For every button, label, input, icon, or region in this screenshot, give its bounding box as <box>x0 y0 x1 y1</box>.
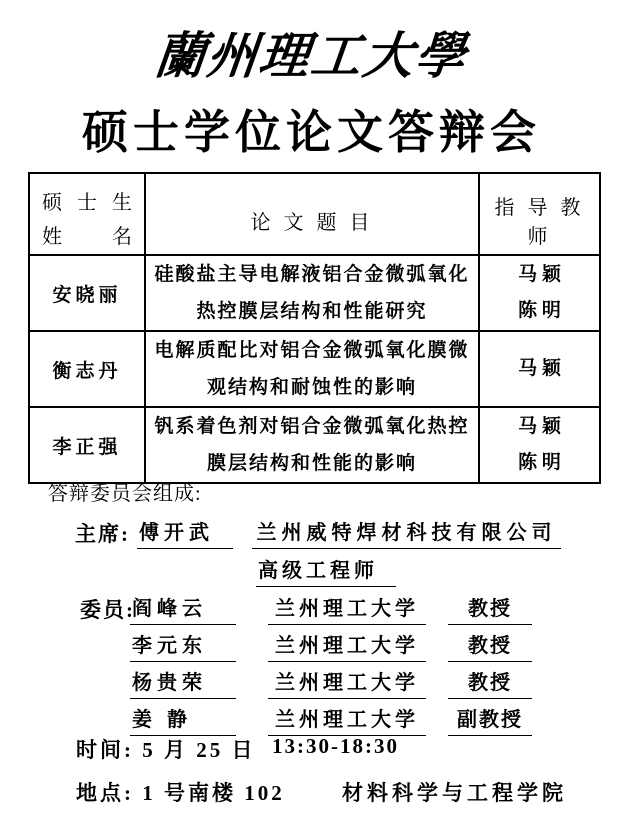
student-name: 衡志丹 <box>29 331 145 407</box>
member-name: 杨贵荣 <box>130 666 236 699</box>
table-row <box>29 407 600 483</box>
members-label: 委员: <box>80 598 135 622</box>
chair-affiliation: 兰州威特焊材科技有限公司 <box>252 516 561 549</box>
member-position: 教授 <box>448 629 532 662</box>
department-name: 材料科学与工程学院 <box>342 781 567 805</box>
member-name: 李元东 <box>130 629 236 662</box>
chair-label: 主席: <box>75 522 130 546</box>
student-name: 李正强 <box>29 407 145 483</box>
thesis-title: 电解质配比对铝合金微弧氧化膜微 观结构和耐蚀性的影响 <box>145 331 479 407</box>
table-row <box>29 331 600 407</box>
table-row <box>29 255 600 331</box>
member-position: 副教授 <box>448 703 532 736</box>
member-position: 教授 <box>448 592 532 625</box>
chair-position: 高级工程师 <box>256 554 396 587</box>
member-affiliation: 兰州理工大学 <box>268 703 426 736</box>
member-affiliation: 兰州理工大学 <box>268 629 426 662</box>
committee-section-title: 答辩委员会组成: <box>48 483 202 505</box>
student-header-line2: 姓 名 <box>42 226 132 248</box>
thesis-title: 钒系着色剂对铝合金微弧氧化热控 膜层结构和性能的影响 <box>145 407 479 483</box>
thesis-title: 硅酸盐主导电解液铝合金微弧氧化 热控膜层结构和性能研究 <box>145 255 479 331</box>
chair-name: 傅开武 <box>137 516 233 549</box>
column-header-student-name <box>29 173 145 255</box>
column-header-advisor: 指 导 教 师 <box>479 173 600 255</box>
column-header-thesis-title: 论 文 题 目 <box>145 173 479 255</box>
time-range: 13:30-18:30 <box>272 734 399 758</box>
advisor-names: 马 颖 陈 明 <box>479 407 600 483</box>
advisor-names: 马 颖 <box>479 331 600 407</box>
defense-schedule-table <box>28 172 601 484</box>
member-position: 教授 <box>448 666 532 699</box>
member-name: 姜 静 <box>130 703 236 736</box>
member-affiliation: 兰州理工大学 <box>268 592 426 625</box>
table-header-row <box>29 173 600 255</box>
member-affiliation: 兰州理工大学 <box>268 666 426 699</box>
page-title: 硕士学位论文答辩会 <box>82 107 541 158</box>
advisor-names: 马 颖 陈 明 <box>479 255 600 331</box>
student-name: 安晓丽 <box>29 255 145 331</box>
time-label: 时间: 5 月 25 日 <box>76 738 256 762</box>
location-label: 地点: 1 号南楼 102 <box>76 781 285 805</box>
student-header-line1: 硕 士 生 <box>42 192 132 214</box>
university-logo-calligraphy: 蘭州理工大學 <box>152 28 471 84</box>
member-name: 阎峰云 <box>130 592 236 625</box>
